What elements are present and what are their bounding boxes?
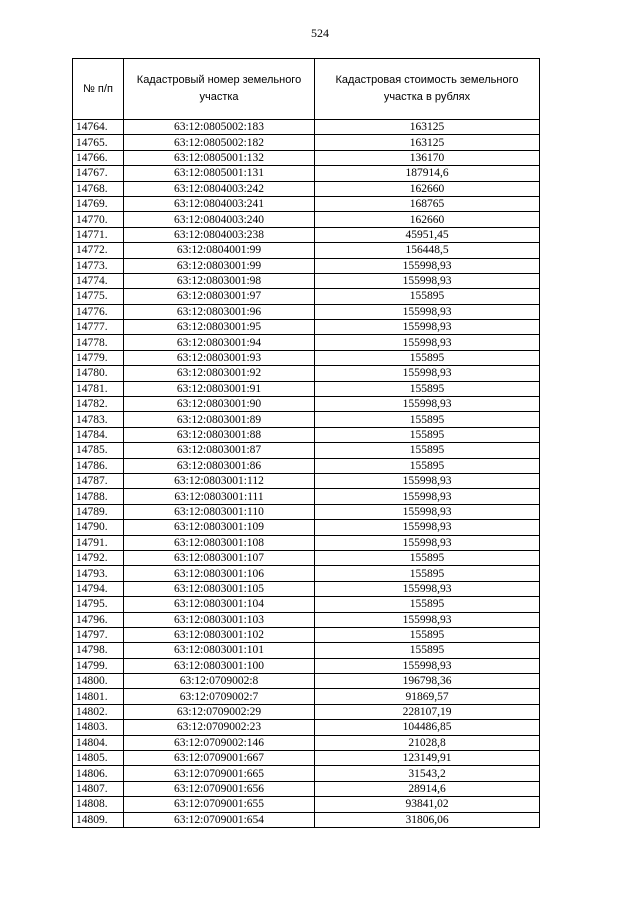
cadastral-number-cell: 63:12:0804003:242 xyxy=(124,181,315,196)
row-number-cell: 14791. xyxy=(73,535,124,550)
cadastral-number-cell: 63:12:0709001:665 xyxy=(124,766,315,781)
table-row xyxy=(73,258,540,273)
cadastral-value-cell: 155998,93 xyxy=(315,258,540,273)
cadastral-number-cell: 63:12:0803001:95 xyxy=(124,320,315,335)
table-row xyxy=(73,597,540,612)
table-row xyxy=(73,720,540,735)
table-row xyxy=(73,335,540,350)
row-number-cell: 14773. xyxy=(73,258,124,273)
cadastral-number-cell: 63:12:0804001:99 xyxy=(124,243,315,258)
row-number-cell: 14784. xyxy=(73,427,124,442)
cadastral-number-cell: 63:12:0803001:94 xyxy=(124,335,315,350)
row-number-cell: 14804. xyxy=(73,735,124,750)
cadastral-value-cell: 155895 xyxy=(315,350,540,365)
cadastral-value-cell: 136170 xyxy=(315,150,540,165)
cadastral-number-cell: 63:12:0804003:241 xyxy=(124,196,315,211)
row-number-cell: 14795. xyxy=(73,597,124,612)
cadastral-number-cell: 63:12:0803001:91 xyxy=(124,381,315,396)
row-number-cell: 14768. xyxy=(73,181,124,196)
cadastral-value-cell: 155895 xyxy=(315,643,540,658)
cadastral-number-cell: 63:12:0803001:105 xyxy=(124,581,315,596)
cadastral-number-cell: 63:12:0804003:238 xyxy=(124,227,315,242)
cadastral-value-cell: 155998,93 xyxy=(315,397,540,412)
cadastral-number-cell: 63:12:0803001:97 xyxy=(124,289,315,304)
cadastral-value-cell: 155998,93 xyxy=(315,366,540,381)
row-number-cell: 14776. xyxy=(73,304,124,319)
row-number-cell: 14766. xyxy=(73,150,124,165)
table-body xyxy=(73,120,540,828)
cadastral-value-cell: 155998,93 xyxy=(315,320,540,335)
cadastral-value-cell: 104486,85 xyxy=(315,720,540,735)
row-number-cell: 14787. xyxy=(73,473,124,488)
cadastral-number-cell: 63:12:0803001:101 xyxy=(124,643,315,658)
cadastral-number-cell: 63:12:0803001:111 xyxy=(124,489,315,504)
table-row xyxy=(73,289,540,304)
row-number-cell: 14779. xyxy=(73,350,124,365)
row-number-cell: 14801. xyxy=(73,689,124,704)
table-row xyxy=(73,766,540,781)
row-number-cell: 14793. xyxy=(73,566,124,581)
table-row xyxy=(73,797,540,812)
cadastral-value-cell: 93841,02 xyxy=(315,797,540,812)
row-number-cell: 14808. xyxy=(73,797,124,812)
cadastral-value-cell: 155998,93 xyxy=(315,304,540,319)
cadastral-number-cell: 63:12:0709002:23 xyxy=(124,720,315,735)
cadastral-value-cell: 162660 xyxy=(315,212,540,227)
cadastral-value-cell: 168765 xyxy=(315,196,540,211)
row-number-cell: 14780. xyxy=(73,366,124,381)
table-row xyxy=(73,504,540,519)
cadastral-number-cell: 63:12:0803001:103 xyxy=(124,612,315,627)
row-number-cell: 14802. xyxy=(73,704,124,719)
cadastral-number-cell: 63:12:0709001:667 xyxy=(124,751,315,766)
row-number-cell: 14772. xyxy=(73,243,124,258)
cadastral-value-cell: 162660 xyxy=(315,181,540,196)
row-number-cell: 14775. xyxy=(73,289,124,304)
table-row xyxy=(73,550,540,565)
table-row xyxy=(73,381,540,396)
row-number-cell: 14782. xyxy=(73,397,124,412)
table-row xyxy=(73,612,540,627)
cadastral-value-cell: 31543,2 xyxy=(315,766,540,781)
cadastral-value-cell: 155895 xyxy=(315,443,540,458)
table-row xyxy=(73,412,540,427)
table-row xyxy=(73,273,540,288)
table-row xyxy=(73,196,540,211)
cadastral-value-cell: 45951,45 xyxy=(315,227,540,242)
cadastral-number-cell: 63:12:0804003:240 xyxy=(124,212,315,227)
table-row xyxy=(73,427,540,442)
cadastral-number-cell: 63:12:0803001:108 xyxy=(124,535,315,550)
row-number-cell: 14809. xyxy=(73,812,124,827)
cadastral-value-cell: 155998,93 xyxy=(315,335,540,350)
cadastral-number-cell: 63:12:0709002:8 xyxy=(124,674,315,689)
cadastral-value-cell: 155895 xyxy=(315,566,540,581)
table-row xyxy=(73,166,540,181)
cadastral-number-cell: 63:12:0709002:146 xyxy=(124,735,315,750)
page-number: 524 xyxy=(311,26,329,40)
table-row xyxy=(73,658,540,673)
row-number-cell: 14800. xyxy=(73,674,124,689)
cadastral-value-cell: 155998,93 xyxy=(315,473,540,488)
cadastral-value-cell: 123149,91 xyxy=(315,751,540,766)
table-row xyxy=(73,566,540,581)
cadastral-number-cell: 63:12:0803001:86 xyxy=(124,458,315,473)
row-number-cell: 14767. xyxy=(73,166,124,181)
cadastral-number-cell: 63:12:0803001:99 xyxy=(124,258,315,273)
cadastral-number-cell: 63:12:0709001:655 xyxy=(124,797,315,812)
cadastral-value-cell: 91869,57 xyxy=(315,689,540,704)
cadastral-number-cell: 63:12:0803001:110 xyxy=(124,504,315,519)
cadastral-value-cell: 155998,93 xyxy=(315,520,540,535)
table-row xyxy=(73,674,540,689)
table-row xyxy=(73,135,540,150)
cadastral-number-cell: 63:12:0803001:112 xyxy=(124,473,315,488)
cadastral-number-cell: 63:12:0709002:29 xyxy=(124,704,315,719)
row-number-cell: 14770. xyxy=(73,212,124,227)
cadastral-number-cell: 63:12:0803001:104 xyxy=(124,597,315,612)
row-number-cell: 14783. xyxy=(73,412,124,427)
row-number-cell: 14803. xyxy=(73,720,124,735)
row-number-cell: 14778. xyxy=(73,335,124,350)
cadastral-number-cell: 63:12:0803001:87 xyxy=(124,443,315,458)
table-row xyxy=(73,458,540,473)
table-row xyxy=(73,443,540,458)
cadastral-value-cell: 155895 xyxy=(315,627,540,642)
row-number-cell: 14796. xyxy=(73,612,124,627)
cadastral-number-cell: 63:12:0803001:102 xyxy=(124,627,315,642)
cadastral-number-cell: 63:12:0803001:98 xyxy=(124,273,315,288)
row-number-cell: 14794. xyxy=(73,581,124,596)
table-row xyxy=(73,227,540,242)
row-number-cell: 14765. xyxy=(73,135,124,150)
cadastral-value-cell: 155998,93 xyxy=(315,581,540,596)
cadastral-number-cell: 63:12:0803001:88 xyxy=(124,427,315,442)
table-row xyxy=(73,473,540,488)
cadastral-value-cell: 187914,6 xyxy=(315,166,540,181)
table-row xyxy=(73,535,540,550)
table-row xyxy=(73,735,540,750)
table-row xyxy=(73,581,540,596)
row-number-cell: 14792. xyxy=(73,550,124,565)
cadastral-value-cell: 163125 xyxy=(315,120,540,135)
cadastral-value-cell: 155998,93 xyxy=(315,658,540,673)
cadastral-number-cell: 63:12:0803001:109 xyxy=(124,520,315,535)
cadastral-value-cell: 155895 xyxy=(315,412,540,427)
row-number-cell: 14790. xyxy=(73,520,124,535)
table-row xyxy=(73,212,540,227)
cadastral-value-cell: 155998,93 xyxy=(315,273,540,288)
cadastral-number-cell: 63:12:0709001:654 xyxy=(124,812,315,827)
header-cadastral-number: Кадастровый номер земельного участка xyxy=(124,59,315,120)
row-number-cell: 14764. xyxy=(73,120,124,135)
row-number-cell: 14785. xyxy=(73,443,124,458)
header-cadastral-value: Кадастровая стоимость земельного участка в рублях xyxy=(315,59,540,120)
cadastral-number-cell: 63:12:0803001:90 xyxy=(124,397,315,412)
cadastral-value-cell: 155998,93 xyxy=(315,535,540,550)
table-row xyxy=(73,397,540,412)
row-number-cell: 14789. xyxy=(73,504,124,519)
row-number-cell: 14797. xyxy=(73,627,124,642)
cadastral-number-cell: 63:12:0803001:106 xyxy=(124,566,315,581)
cadastral-value-cell: 155998,93 xyxy=(315,612,540,627)
cadastral-number-cell: 63:12:0805002:182 xyxy=(124,135,315,150)
table-row xyxy=(73,181,540,196)
table-row xyxy=(73,120,540,135)
table-row xyxy=(73,350,540,365)
cadastral-number-cell: 63:12:0709002:7 xyxy=(124,689,315,704)
cadastral-value-cell: 155895 xyxy=(315,289,540,304)
cadastral-number-cell: 63:12:0803001:93 xyxy=(124,350,315,365)
table-row xyxy=(73,812,540,827)
row-number-cell: 14788. xyxy=(73,489,124,504)
cadastral-number-cell: 63:12:0803001:92 xyxy=(124,366,315,381)
cadastral-value-table xyxy=(72,58,540,828)
cadastral-number-cell: 63:12:0803001:107 xyxy=(124,550,315,565)
table-row xyxy=(73,489,540,504)
cadastral-value-cell: 155998,93 xyxy=(315,504,540,519)
row-number-cell: 14771. xyxy=(73,227,124,242)
cadastral-value-cell: 155895 xyxy=(315,550,540,565)
cadastral-number-cell: 63:12:0805001:131 xyxy=(124,166,315,181)
cadastral-number-cell: 63:12:0805001:132 xyxy=(124,150,315,165)
row-number-cell: 14807. xyxy=(73,781,124,796)
cadastral-number-cell: 63:12:0805002:183 xyxy=(124,120,315,135)
table-row xyxy=(73,689,540,704)
table-row xyxy=(73,781,540,796)
cadastral-value-cell: 156448,5 xyxy=(315,243,540,258)
row-number-cell: 14786. xyxy=(73,458,124,473)
table-row xyxy=(73,366,540,381)
table-row xyxy=(73,751,540,766)
row-number-cell: 14806. xyxy=(73,766,124,781)
table-row xyxy=(73,520,540,535)
table-row xyxy=(73,150,540,165)
header-row-number: № п/п xyxy=(73,59,124,120)
cadastral-value-cell: 155895 xyxy=(315,381,540,396)
cadastral-number-cell: 63:12:0803001:96 xyxy=(124,304,315,319)
table-row xyxy=(73,304,540,319)
cadastral-value-cell: 31806,06 xyxy=(315,812,540,827)
row-number-cell: 14769. xyxy=(73,196,124,211)
row-number-cell: 14777. xyxy=(73,320,124,335)
row-number-cell: 14781. xyxy=(73,381,124,396)
table-row xyxy=(73,243,540,258)
cadastral-value-cell: 155895 xyxy=(315,597,540,612)
table-row xyxy=(73,643,540,658)
cadastral-number-cell: 63:12:0803001:89 xyxy=(124,412,315,427)
cadastral-value-cell: 155998,93 xyxy=(315,489,540,504)
cadastral-value-cell: 196798,36 xyxy=(315,674,540,689)
table-header-row xyxy=(73,59,540,120)
cadastral-value-cell: 155895 xyxy=(315,458,540,473)
cadastral-number-cell: 63:12:0803001:100 xyxy=(124,658,315,673)
cadastral-value-cell: 21028,8 xyxy=(315,735,540,750)
cadastral-value-cell: 163125 xyxy=(315,135,540,150)
row-number-cell: 14799. xyxy=(73,658,124,673)
row-number-cell: 14805. xyxy=(73,751,124,766)
cadastral-value-cell: 28914,6 xyxy=(315,781,540,796)
table-row xyxy=(73,627,540,642)
table-row xyxy=(73,704,540,719)
row-number-cell: 14774. xyxy=(73,273,124,288)
cadastral-value-cell: 228107,19 xyxy=(315,704,540,719)
table-row xyxy=(73,320,540,335)
cadastral-value-cell: 155895 xyxy=(315,427,540,442)
cadastral-number-cell: 63:12:0709001:656 xyxy=(124,781,315,796)
row-number-cell: 14798. xyxy=(73,643,124,658)
